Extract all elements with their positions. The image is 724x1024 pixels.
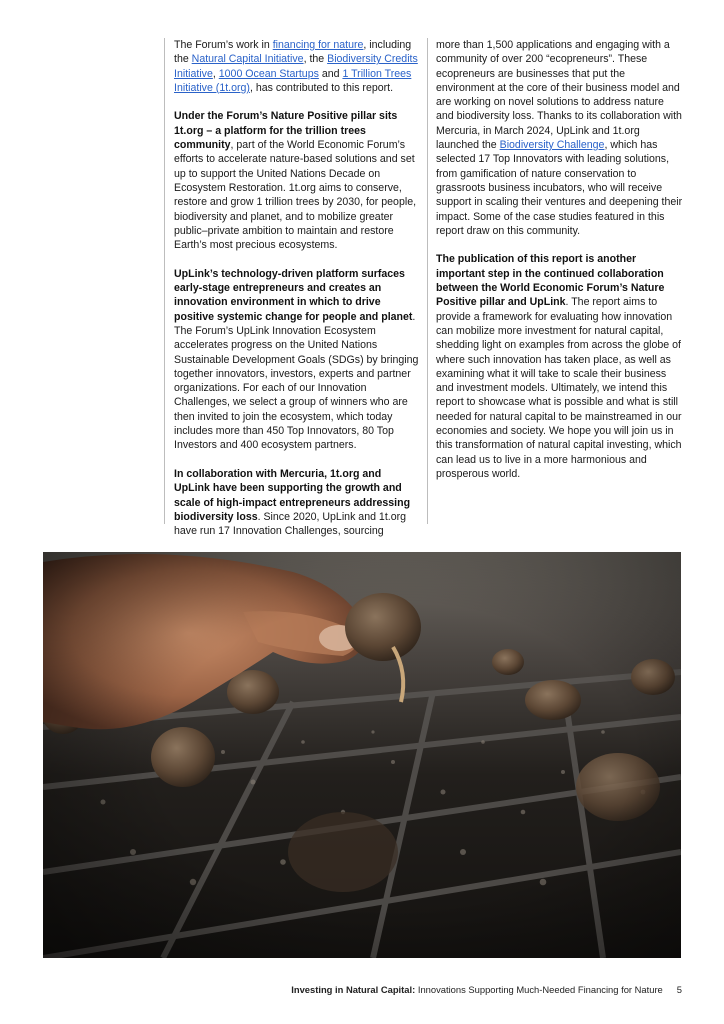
page-footer — [291, 984, 682, 995]
link-biodiversity-credits-initiative[interactable]: Biodiversity Credits Initiative — [174, 53, 418, 80]
text-span: , which has selected 17 Top Innovators with leading solutions, from gamification of nature conservation to grassroots business incubators, who will receive support in scaling their ventures and deepening their impact. Some of the case studies featured in this report draw on this community. — [436, 139, 683, 237]
paragraph-forum-work — [174, 38, 419, 95]
link-financing-for-nature[interactable]: financing for nature — [272, 39, 364, 51]
link-biodiversity-challenge[interactable]: Biodiversity Challenge — [499, 139, 605, 152]
footer-title-rest: Innovations Supporting Much-Needed Financing for Nature — [415, 984, 663, 995]
right-column — [436, 38, 684, 496]
text-span: , part of the World Economic Forum’s efforts to accelerate nature-based solutions and set up to support the United Nations Decade on Ecosystem Restoration. 1t.org aims to conserve, restore and grow 1 trillion trees by 2030, for people, biodiversity and planet, and to mobilize greater public–private ambition to maintain and restore Earth’s most precious ecosystems. — [174, 139, 417, 252]
paragraph-uplink-platform — [174, 267, 419, 453]
paragraph-ecopreneurs — [436, 38, 684, 238]
seedling-photo-illustration — [43, 552, 681, 958]
footer-title-bold: Investing in Natural Capital: — [291, 984, 416, 995]
text-span: . Since 2020, UpLink and 1t.org have run 17 Innovation Challenges, sourcing — [174, 510, 407, 538]
link-natural-capital-initiative[interactable]: Natural Capital Initiative — [191, 53, 304, 66]
text-span: , — [212, 67, 219, 80]
bold-lead: The publication of this report is another important step in the continued collaboration between the World Economic Forum’s Nature Positive pillar and UpLink — [436, 253, 665, 309]
text-span: , the — [303, 53, 328, 66]
text-span: . The report aims to provide a framework for evaluating how innovation can mobilize more investment for natural capital, shedding light on examples from across the globe of where such innovation has taken place, as well as examining what it will take to scale their business and investment models. Ultimately, we intend this report to showcase what is possible and what is still needed for natural capital to be mainstreamed in our economies and society. We hope you will join us in this transformation of natural capital investing, which can lead us to live in a more harmonious and prosperous world. — [436, 296, 682, 480]
text-span: The Forum’s work in — [174, 39, 273, 51]
link-1000-ocean-startups[interactable]: 1000 Ocean Startups — [218, 67, 319, 80]
text-span: and — [318, 67, 343, 80]
paragraph-nature-positive-pillar — [174, 109, 419, 252]
text-span: . The Forum’s UpLink Innovation Ecosystem accelerates progress on the United Nations Sustainable Development Goals (SDGs) by bringing together innovators, investors, experts and partner organizations. For each of our Innovation Challenges, we select a group of winners who are then invited to join the ecosystem, which today includes more than 450 Top Innovators, 80 Top Investors and 400 ecosystem partners. — [174, 310, 419, 452]
bold-lead: In collaboration with Mercuria, 1t.org and UpLink have been supporting the growth and scale of high-impact entrepreneurs addressing biodiversity loss — [174, 467, 411, 523]
text-span: , has contributed to this report. — [249, 81, 394, 94]
link-1-trillion-trees[interactable]: 1 Trillion Trees Initiative (1t.org) — [174, 67, 412, 94]
bold-lead: Under the Forum’s Nature Positive pillar sits 1t.org – a platform for the trillion trees community — [174, 110, 398, 152]
text-span: more than 1,500 applications and engaging with a community of over 200 “ecopreneurs”. These ecopreneurs are businesses that put the environment at the core of their business model and are working on novel solutions to address nature and biodiversity loss. Thanks to its collaboration with Mercuria, in March 2024, UpLink and 1t.org launched the — [436, 39, 682, 152]
bold-lead: UpLink’s technology-driven platform surfaces early-stage entrepreneurs and creates an innovation environment in which to drive positive systemic change for people and planet — [174, 267, 413, 323]
text-span: , including the — [174, 39, 412, 66]
paragraph-mercuria-collaboration — [174, 467, 419, 538]
left-column-rule — [164, 38, 165, 524]
paragraph-report-publication — [436, 252, 684, 481]
seedling-photo — [43, 552, 681, 958]
page-number: 5 — [676, 984, 682, 995]
middle-column-rule — [427, 38, 428, 524]
left-column — [174, 38, 419, 553]
